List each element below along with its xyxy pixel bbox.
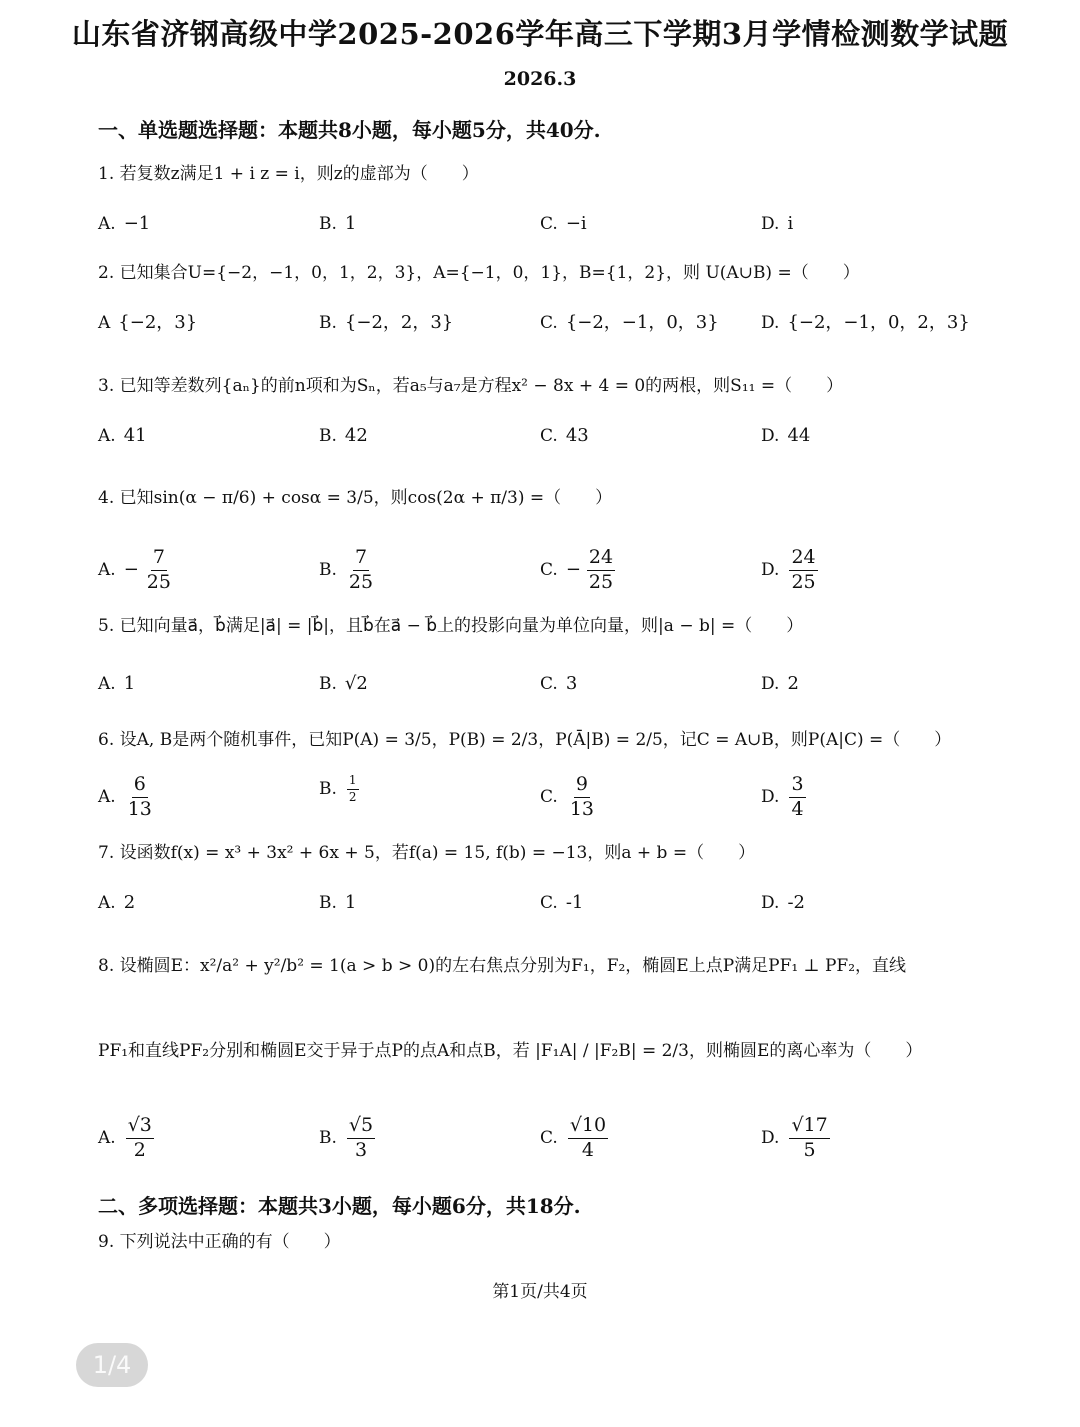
q5-option-c: C. 3 <box>540 673 578 694</box>
numerator: 7 <box>353 547 369 571</box>
fraction-stack <box>568 774 596 821</box>
q6-option-d: D. $\frac{3}{4}$ <box>761 774 808 821</box>
question-4: 4. 已知sin(α − π/6) + cosα = 3/5，则cos(2α + π/3) =（ ） <box>98 488 613 508</box>
fraction-stack <box>789 547 817 594</box>
fraction <box>124 1115 156 1162</box>
fraction-stack <box>347 547 375 594</box>
q6-option-c: C. $\frac{9}{13}$ <box>540 774 598 821</box>
q6-option-a: A. $\frac{6}{13}$ <box>98 774 156 821</box>
page-indicator: 1/4 <box>76 1343 148 1387</box>
numerator: 9 <box>574 774 590 798</box>
denominator: 3 <box>354 1138 368 1161</box>
fraction-stack <box>126 774 154 821</box>
q1-option-c: C. −i <box>540 213 587 234</box>
q4-option-a: A. − $\frac{7}{25}$ <box>98 547 175 594</box>
fraction-stack <box>347 1115 375 1162</box>
q3-option-b: B. 42 <box>319 425 368 446</box>
q7-option-d: D. -2 <box>761 892 805 913</box>
section-heading-single-choice: 一、单选题选择题：本题共8小题，每小题5分，共40分. <box>98 118 601 142</box>
q3-option-a: A. 41 <box>98 425 147 446</box>
denominator: 25 <box>348 570 374 593</box>
q1-option-d: D. i <box>761 213 794 234</box>
q7-option-a: A. 2 <box>98 892 136 913</box>
q5-option-b: B. √2 <box>319 673 368 694</box>
q3-option-d: D. 44 <box>761 425 811 446</box>
numerator: √10 <box>568 1115 608 1139</box>
question-9: 9. 下列说法中正确的有（ ） <box>98 1232 341 1252</box>
q2-option-a: A {−2，3} <box>98 312 198 333</box>
section-heading-multiple-choice: 二、多项选择题：本题共3小题，每小题6分，共18分. <box>98 1194 581 1218</box>
fraction <box>124 774 156 821</box>
fraction-stack <box>145 547 173 594</box>
numerator: 6 <box>132 774 148 798</box>
minus-sign: − <box>565 559 581 581</box>
fraction-stack <box>587 547 615 594</box>
fraction-stack <box>789 774 805 821</box>
denominator: 2 <box>133 1138 146 1161</box>
fraction <box>124 547 175 594</box>
q4-option-d: D. $\frac{24}{25}$ <box>761 547 820 594</box>
q8-option-c: C. $\frac{√10}{4}$ <box>540 1115 610 1162</box>
question-8: 8. 设椭圆E：x²/a² + y²/b² = 1(a > b > 0)的左右焦点分别为F₁，F₂，椭圆E上点P满足PF₁ ⊥ PF₂，直线 <box>98 956 907 976</box>
q8-option-b: B. $\frac{√5}{3}$ <box>319 1115 377 1162</box>
denominator: 25 <box>588 570 614 593</box>
question-8-continued: PF₁和直线PF₂分别和椭圆E交于异于点P的点A和点B，若 |F₁A| / |F₂B| = 2/3，则椭圆E的离心率为（ ） <box>98 1041 923 1061</box>
q1-option-a: A. −1 <box>98 213 151 234</box>
exam-title: 山东省济钢高级中学2025-2026学年高三下学期3月学情检测数学试题 <box>71 17 1009 51</box>
minus-sign: − <box>123 559 139 581</box>
fraction <box>345 1115 377 1162</box>
q5-option-d: D. 2 <box>761 673 799 694</box>
question-3: 3. 已知等差数列{aₙ}的前n项和为Sₙ，若a₅与a₇是方程x² − 8x + 4 = 0的两根，则S₁₁ =（ ） <box>98 376 844 396</box>
q6-option-b: B. $\frac{1}{2}$ <box>319 774 361 805</box>
question-5: 5. 已知向量a⃗，b⃗满足|a⃗| = |b⃗|，且b⃗在a⃗ − b⃗上的投影向量为单位向量，则|a − b| =（ ） <box>98 616 804 636</box>
q5-option-a: A. 1 <box>98 673 136 694</box>
fraction-stack <box>568 1115 608 1162</box>
question-2: 2. 已知集合U={−2，−1，0，1，2，3}，A={−1，0，1}，B={1，2}，则 U(A∪B) =（ ） <box>98 263 860 283</box>
q8-option-a: A. $\frac{√3}{2}$ <box>98 1115 156 1162</box>
denominator: 4 <box>581 1138 594 1161</box>
fraction <box>566 774 598 821</box>
denominator: 5 <box>803 1138 816 1161</box>
fraction <box>345 547 377 594</box>
fraction-stack <box>347 774 359 805</box>
question-7: 7. 设函数f(x) = x³ + 3x² + 6x + 5，若f(a) = 15, f(b) = −13，则a + b =（ ） <box>98 843 756 863</box>
q7-option-b: B. 1 <box>319 892 357 913</box>
numerator: 24 <box>789 547 817 571</box>
denominator: 25 <box>146 570 171 593</box>
question-6: 6. 设A, B是两个随机事件，已知P(A) = 3/5，P(B) = 2/3，P(Ā|B) = 2/5，记C = A∪B，则P(A|C) =（ ） <box>98 730 952 750</box>
q2-option-c: C. {−2，−1，0，3} <box>540 312 719 333</box>
fraction <box>787 547 819 594</box>
denominator: 2 <box>348 789 357 804</box>
q3-option-c: C. 43 <box>540 425 589 446</box>
numerator: √17 <box>789 1115 829 1139</box>
question-1: 1. 若复数z满足1 + i z = i，则z的虚部为（ ） <box>98 164 479 184</box>
numerator: √5 <box>347 1115 375 1139</box>
denominator: 25 <box>791 570 816 593</box>
numerator: 1 <box>347 774 359 790</box>
q2-option-b: B. {−2，2，3} <box>319 312 454 333</box>
numerator: √3 <box>126 1115 154 1139</box>
numerator: 24 <box>587 547 615 571</box>
denominator: 4 <box>791 797 804 820</box>
numerator: 3 <box>789 774 805 798</box>
fraction <box>566 1115 610 1162</box>
denominator: 13 <box>569 797 594 820</box>
fraction <box>787 1115 831 1162</box>
q4-option-b: B. $\frac{7}{25}$ <box>319 547 377 594</box>
fraction-stack <box>126 1115 154 1162</box>
fraction <box>345 774 361 805</box>
q7-option-c: C. -1 <box>540 892 584 913</box>
q8-option-d: D. $\frac{√17}{5}$ <box>761 1115 832 1162</box>
page-footer: 第1页/共4页 <box>492 1282 588 1302</box>
denominator: 13 <box>127 797 152 820</box>
q2-option-d: D. {−2，−1，0，2，3} <box>761 312 970 333</box>
exam-date: 2026.3 <box>503 68 577 90</box>
q1-option-b: B. 1 <box>319 213 357 234</box>
q4-option-c: C. − $\frac{24}{25}$ <box>540 547 617 594</box>
fraction-stack <box>789 1115 829 1162</box>
fraction <box>787 774 807 821</box>
fraction <box>566 547 617 594</box>
numerator: 7 <box>151 547 167 571</box>
